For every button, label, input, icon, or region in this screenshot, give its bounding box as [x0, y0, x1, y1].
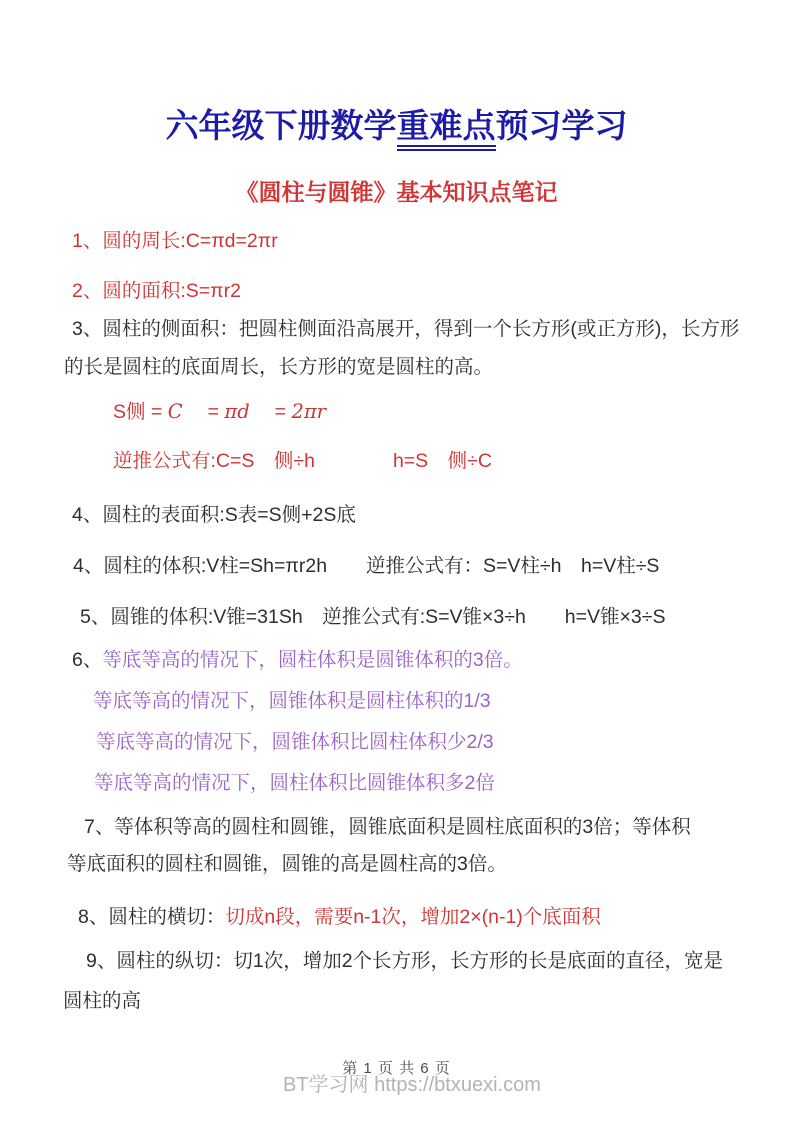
item-3-lateral-area-line-1: 3、圆柱的侧面积：把圆柱侧面沿高展开，得到一个长方形(或正方形)，长方形 [72, 318, 740, 340]
page-number-indicator: 第 1 页 共 6 页 [342, 1060, 451, 1077]
formula-equals-1: = [182, 401, 225, 423]
formula-s-side: S侧 = [113, 401, 168, 423]
item-8-text: 切成n段，需要n-1次，增加2×(n-1)个底面积 [225, 906, 601, 928]
formula-var-2pir: 2πr [291, 400, 326, 423]
item-2-circle-area: 2、圆的面积:S=πr2 [72, 280, 241, 302]
item-3-lateral-area-line-2: 的长是圆柱的底面周长，长方形的宽是圆柱的高。 [64, 356, 494, 378]
page-subtitle: 《圆柱与圆锥》基本知识点笔记 [235, 179, 558, 205]
title-emphasis-underlined: 重难点 [397, 107, 496, 151]
formula-lateral-area [113, 400, 326, 424]
item-6-sub-1: 等底等高的情况下，圆锥体积是圆柱体积的1/3 [93, 690, 491, 712]
item-7-line-2: 等底面积的圆柱和圆锥，圆锥的高是圆柱高的3倍。 [67, 853, 507, 875]
item-4-cylinder-volume: 4、圆柱的体积:V柱=Sh=πr2h 逆推公式有：S=V柱÷h h=V柱÷S [73, 555, 660, 577]
item-1-circle-circumference: 1、圆的周长:C=πd=2πr [72, 230, 278, 252]
item-6-ratio [72, 649, 523, 672]
item-6-text: 等底等高的情况下，圆柱体积是圆锥体积的3倍。 [102, 649, 523, 671]
item-4-surface-area: 4、圆柱的表面积:S表=S侧+2S底 [72, 504, 356, 526]
formula-var-pid: πd [224, 400, 250, 423]
formula-inverse: 逆推公式有:C=S 侧÷h h=S 侧÷C [113, 450, 492, 472]
item-6-sub-3: 等底等高的情况下，圆柱体积比圆锥体积多2倍 [94, 772, 495, 794]
item-5-cone-volume: 5、圆锥的体积:V锥=31Sh 逆推公式有:S=V锥×3÷h h=V锥×3÷S [80, 606, 666, 628]
watermark-text: BT学习网 https://btxuexi.com [283, 1074, 541, 1096]
formula-var-c: C [167, 400, 183, 423]
formula-equals-2: = [249, 401, 292, 423]
item-8-horizontal-cut [78, 906, 601, 929]
item-6-number: 6、 [72, 649, 103, 671]
item-8-label: 8、圆柱的横切： [78, 906, 226, 928]
title-post: 预习学习 [495, 107, 628, 144]
title-pre: 六年级下册数学 [165, 107, 397, 144]
page-title [0, 100, 793, 147]
item-9-vertical-cut-line-1: 9、圆柱的纵切：切1次，增加2个长方形，长方形的长是底面的直径，宽是 [86, 950, 724, 972]
item-7-line-1: 7、等体积等高的圆柱和圆锥，圆锥底面积是圆柱底面积的3倍；等体积 [84, 816, 691, 838]
item-9-vertical-cut-line-2: 圆柱的高 [63, 990, 142, 1012]
item-6-sub-2: 等底等高的情况下，圆锥体积比圆柱体积少2/3 [96, 731, 494, 753]
